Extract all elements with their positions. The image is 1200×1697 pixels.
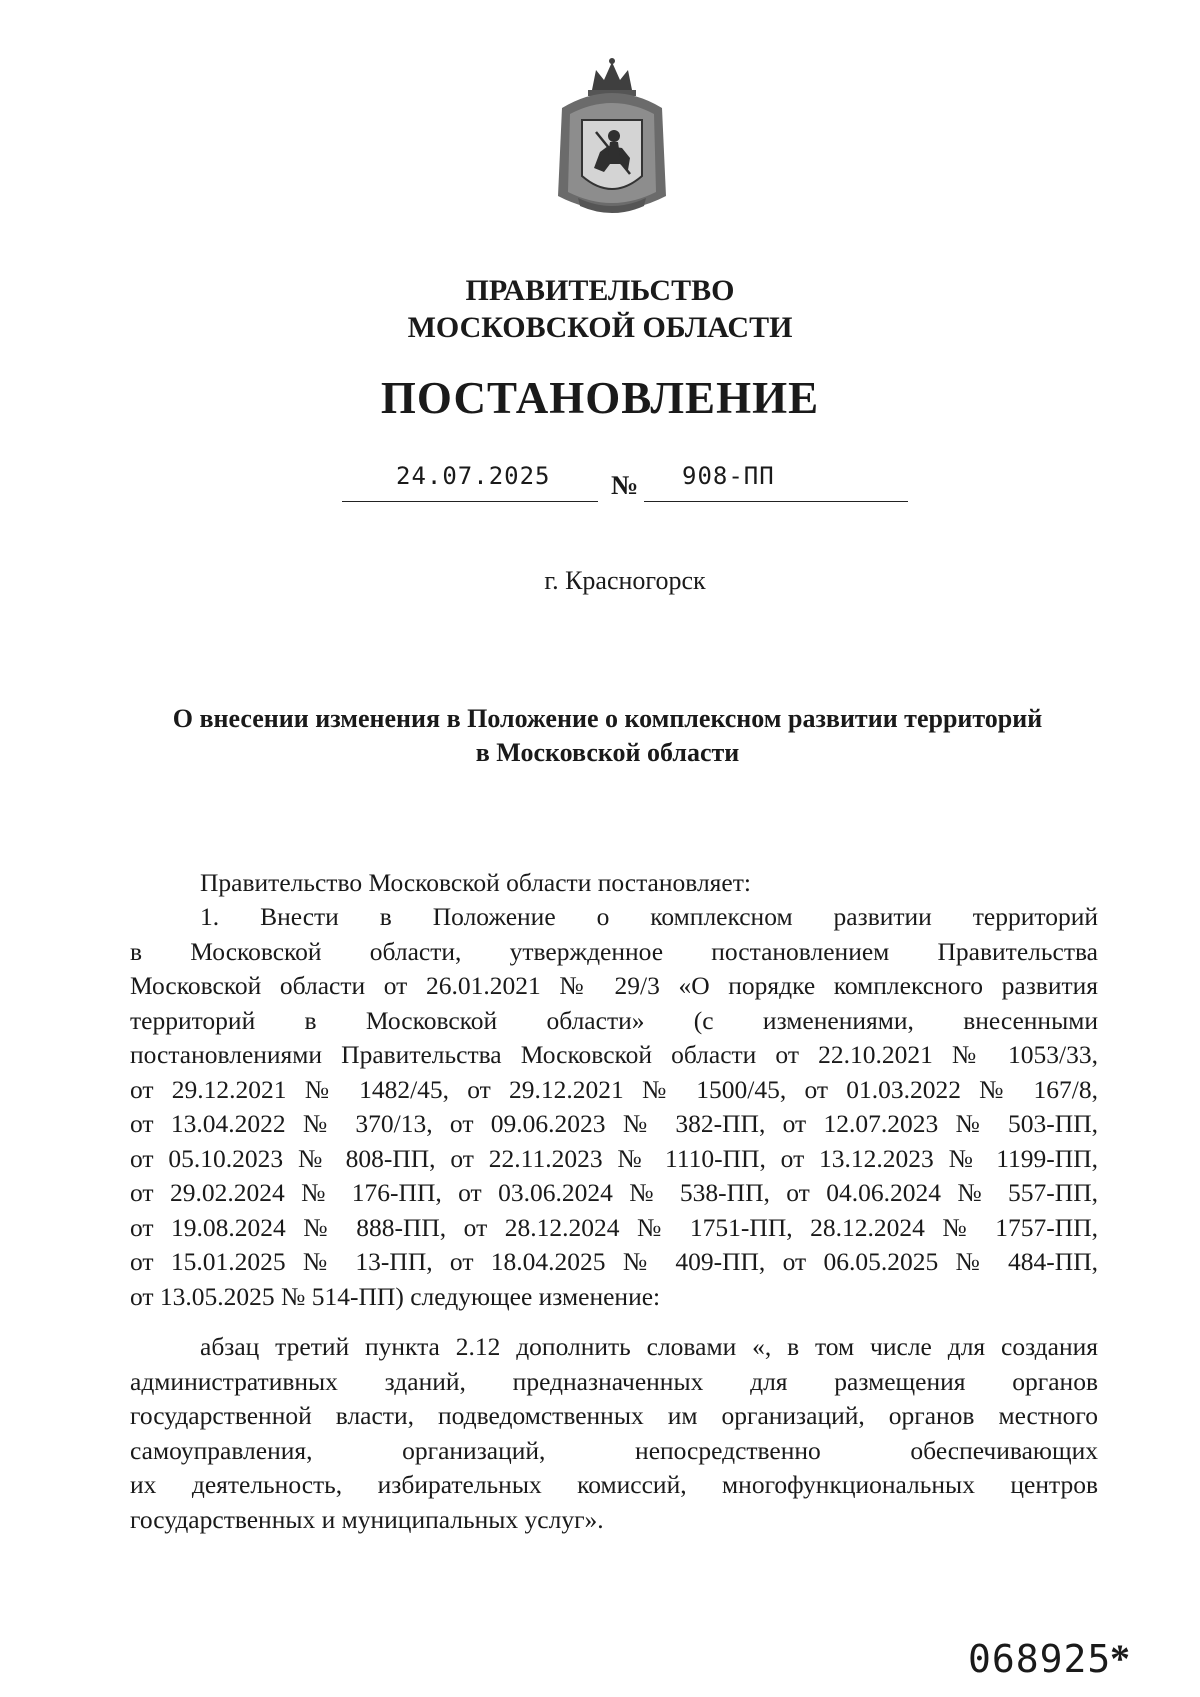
form-serial-number: 068925 [968,1637,1112,1681]
item-1-line: от 13.05.2025 № 514-ПП) следующее изменение: [130,1281,661,1311]
item-1-line: 1. Внести в Положение о комплексном развитии территорий [200,902,1098,931]
title-line-1: О внесении изменения в Положение о комплексном развитии территорий [172,704,1043,733]
amendment-line: государственных и муниципальных услуг». [130,1504,604,1534]
amendment-line: абзац третий пункта 2.12 дополнить словами «, в том числе для создания [200,1332,1098,1361]
number-sign: № [611,470,639,500]
city: г. Красногорск [544,566,706,595]
item-1-line: от 13.04.2022 № 370/13, от 09.06.2023 № 382-ПП, от 12.07.2023 № 503-ПП, [130,1109,1098,1138]
amendment-line: их деятельность, избирательных комиссий, многофункциональных центров [130,1470,1098,1499]
item-1 [130,900,1098,1314]
amendment-line: административных зданий, предназначенных для размещения органов [130,1366,1098,1396]
amendment-line: государственной власти, подведомственных им организаций, органов местного [130,1401,1098,1430]
item-1-line: Московской области от 26.01.2021 № 29/3 «О порядке комплексного развития [130,971,1098,1000]
item-1-line: от 19.08.2024 № 888-ПП, от 28.12.2024 № 1751-ПП, 28.12.2024 № 1757-ПП, [130,1212,1098,1242]
serial-mark: * [1110,1636,1130,1681]
item-1-line: в Московской области, утвержденное постановлением Правительства [130,936,1098,966]
issuing-authority [0,272,1200,346]
item-1-line: от 15.01.2025 № 13-ПП, от 18.04.2025 № 409-ПП, от 06.05.2025 № 484-ПП, [130,1247,1098,1276]
item-1-line: от 29.02.2024 № 176-ПП, от 03.06.2024 № 538-ПП, от 04.06.2024 № 557-ПП, [130,1178,1098,1207]
authority-line-1: ПРАВИТЕЛЬСТВО [465,274,735,307]
amendment-text [130,1330,1098,1537]
item-1-line: территорий в Московской области» (с изменениями, внесенными [130,1005,1098,1035]
document-number: 908-ПП [682,462,775,490]
number-underline [644,501,908,502]
document-title [120,702,1095,770]
date-underline [342,501,598,502]
title-line-2: в Московской области [475,738,740,767]
item-1-line: от 05.10.2023 № 808-ПП, от 22.11.2023 № 1110-ПП, от 13.12.2023 № 1199-ПП, [130,1143,1098,1173]
amendment-line: самоуправления, организаций, непосредственно обеспечивающих [130,1435,1098,1465]
item-1-line: постановлениями Правительства Московской области от 22.10.2021 № 1053/33, [130,1040,1098,1069]
authority-line-2: МОСКОВСКОЙ ОБЛАСТИ [407,311,793,344]
intro-paragraph: Правительство Московской области постановляет: [200,868,751,897]
resolution-intro [130,866,1098,901]
item-1-line: от 29.12.2021 № 1482/45, от 29.12.2021 № 1500/45, от 01.03.2022 № 167/8, [130,1074,1098,1104]
document-date: 24.07.2025 [396,462,551,490]
document-type: ПОСТАНОВЛЕНИЕ [380,373,820,423]
coat-of-arms-icon [548,56,676,221]
